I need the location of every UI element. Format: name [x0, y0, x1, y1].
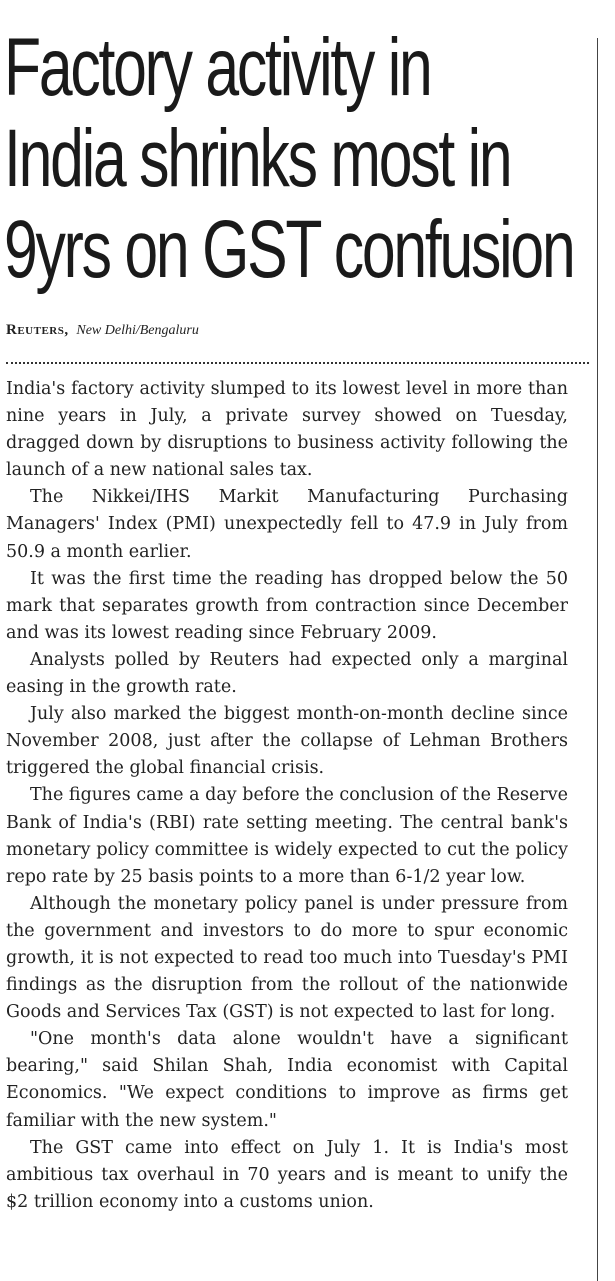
article-paragraph: The GST came into effect on July 1. It is India's most ambitious tax overhaul in 70 years and is meant to unify the $2 trillion economy into a customs union. [6, 1137, 568, 1212]
article-headline [4, 22, 574, 295]
article-paragraph: July also marked the biggest month-on-month decline since November 2008, just after the collapse of Lehman Brothers triggered the global financial crisis. [6, 704, 568, 779]
article-paragraph: India's factory activity slumped to its lowest level in more than nine years in July, a private survey showed on Tuesday, dragged down by disruptions to business activity following the launch of a new national sales tax. [6, 379, 568, 481]
article-paragraph: The Nikkei/IHS Markit Manufacturing Purchasing Managers' Index (PMI) unexpectedly fell to 47.9 in July from 50.9 a month earlier. [6, 487, 568, 562]
article-paragraph: It was the first time the reading has dropped below the 50 mark that separates growth from contraction since December and was its lowest reading since February 2009. [6, 568, 568, 643]
dotted-separator [6, 362, 589, 364]
article-byline [6, 322, 199, 339]
article-body [6, 376, 568, 1216]
article-paragraph: Analysts polled by Reuters had expected only a marginal easing in the growth rate. [6, 649, 568, 698]
byline-agency: Reuters, [6, 322, 69, 338]
article-paragraph: "One month's data alone wouldn't have a significant bearing," said Shilan Shah, India economist with Capital Economics. "We expect conditions to improve as firms get familiar with the new system." [6, 1029, 568, 1131]
headline-line: Factory activity in [4, 22, 431, 113]
headline-line: 9yrs on GST confusion [4, 204, 574, 295]
column-divider-rule [597, 38, 598, 1281]
byline-location: New Delhi/Bengaluru [76, 323, 199, 338]
article-paragraph: The figures came a day before the conclusion of the Reserve Bank of India's (RBI) rate setting meeting. The central bank's monetary policy committee is widely expected to cut the policy repo rate by 25 basis points to a more than 6-1/2 year low. [6, 785, 568, 887]
headline-line: India shrinks most in [4, 113, 511, 204]
article-paragraph: Although the monetary policy panel is under pressure from the government and investors to do more to spur economic growth, it is not expected to read too much into Tuesday's PMI findings as the disruption from the rollout of the nationwide Goods and Services Tax (GST) is not expected to last for long. [6, 893, 568, 1023]
